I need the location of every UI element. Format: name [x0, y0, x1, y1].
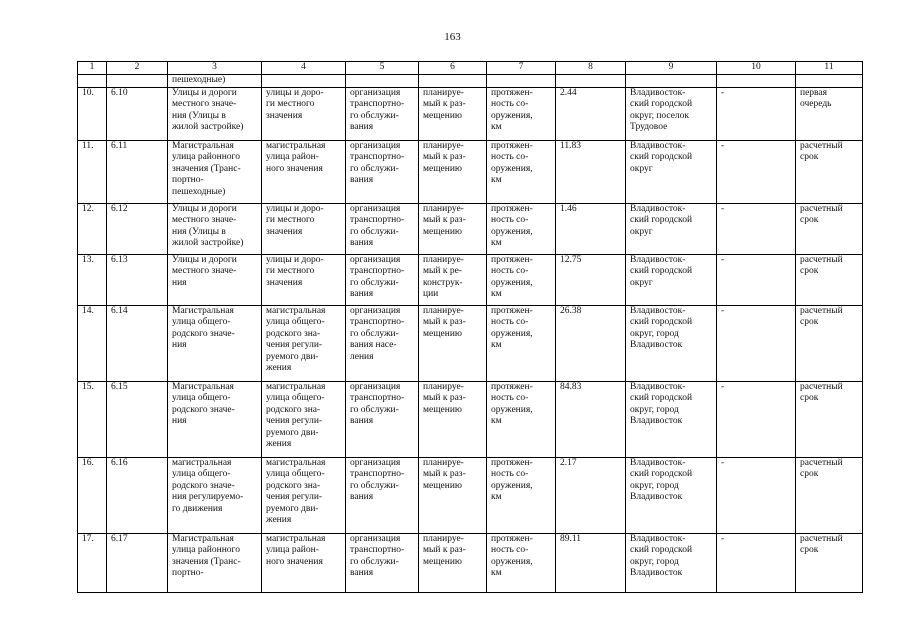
table-cell: Владивосток- ский городской округ, город Владивосток: [626, 457, 717, 533]
table-cell: планируе- мый к раз- мещению: [419, 457, 487, 533]
table-cell: Магистральная улица общего- родского значе- ния: [168, 305, 262, 381]
table-cell: планируе- мый к раз- мещению: [419, 140, 487, 203]
table-cell: 6: [419, 62, 487, 75]
table-cell: планируе- мый к раз- мещению: [419, 381, 487, 457]
table-cell: 2: [107, 62, 168, 75]
table-cell: -: [717, 254, 796, 305]
table-header-row: [78, 62, 863, 75]
table-cell: магистральная улица общего- родского зна- чения регули- руемого дви- жения: [262, 381, 346, 457]
table-cell: 14.: [78, 305, 107, 381]
table-cell: организация транспортно- го обслужи- вания: [346, 533, 419, 592]
table-cell: расчетный срок: [796, 203, 863, 254]
table-cell: 4: [262, 62, 346, 75]
table-cell: протяжен- ность со- оружения, км: [487, 457, 556, 533]
table-cell: 11.83: [556, 140, 626, 203]
table-cell: 8: [556, 62, 626, 75]
table-cell: 6.15: [107, 381, 168, 457]
table-cell: магистральная улица общего- родского значе- ния регулируемо- го движения: [168, 457, 262, 533]
table-cell: 9: [626, 62, 717, 75]
table-cell: планируе- мый к раз- мещению: [419, 533, 487, 592]
table-cell: магистральная улица район- ного значения: [262, 533, 346, 592]
table-cell: 6.16: [107, 457, 168, 533]
table-cell: организация транспортно- го обслужи- вания насе- ления: [346, 305, 419, 381]
table-cell: Магистральная улица общего- родского значе- ния: [168, 381, 262, 457]
table-cell: -: [717, 140, 796, 203]
table-cell: магистральная улица общего- родского зна- чения регули- руемого дви- жения: [262, 457, 346, 533]
table-cell: 6.12: [107, 203, 168, 254]
table-cell: 7: [487, 62, 556, 75]
table-cell: -: [717, 87, 796, 140]
data-table: [77, 61, 863, 593]
table-cell: 12.75: [556, 254, 626, 305]
table-cell: [626, 75, 717, 88]
table-cell: Владивосток- ский городской округ: [626, 140, 717, 203]
table-row: [78, 457, 863, 533]
table-cell: 12.: [78, 203, 107, 254]
table-cell: [487, 75, 556, 88]
table-cell: расчетный срок: [796, 305, 863, 381]
table-cell: 10.: [78, 87, 107, 140]
table-cell: планируе- мый к ре- конструк- ции: [419, 254, 487, 305]
table-cell: 1.46: [556, 203, 626, 254]
table-cell: -: [717, 381, 796, 457]
table-cell: -: [717, 533, 796, 592]
table-cell: протяжен- ность со- оружения, км: [487, 203, 556, 254]
table-cell: Владивосток- ский городской округ, город Владивосток: [626, 533, 717, 592]
table-row: [78, 203, 863, 254]
table-cell: 6.10: [107, 87, 168, 140]
table-cell: Улицы и дороги местного значе- ния (Улицы в жилой застройке): [168, 203, 262, 254]
table-cell: [556, 75, 626, 88]
table-cell: Магистральная улица районного значения (Транс- портно- пешеходные): [168, 140, 262, 203]
table-cell: 3: [168, 62, 262, 75]
table-cell: планируе- мый к раз- мещению: [419, 305, 487, 381]
table-cell: расчетный срок: [796, 533, 863, 592]
table-cell: первая очередь: [796, 87, 863, 140]
table-cell: организация транспортно- го обслужи- вания: [346, 140, 419, 203]
table-cell: [262, 75, 346, 88]
table-cell: Владивосток- ский городской округ: [626, 254, 717, 305]
table-cell: 11.: [78, 140, 107, 203]
table-cell: Владивосток- ский городской округ: [626, 203, 717, 254]
table-cell: 6.17: [107, 533, 168, 592]
table-cell: организация транспортно- го обслужи- вания: [346, 457, 419, 533]
table-continuation-row: [78, 75, 863, 88]
table-row: [78, 533, 863, 592]
table-cell: [107, 75, 168, 88]
table-cell: планируе- мый к раз- мещению: [419, 203, 487, 254]
table-cell: протяжен- ность со- оружения, км: [487, 381, 556, 457]
table-cell: 2.17: [556, 457, 626, 533]
table-cell: -: [717, 305, 796, 381]
table-row: [78, 254, 863, 305]
table-cell: организация транспортно- го обслужи- вания: [346, 203, 419, 254]
table-cell: организация транспортно- го обслужи- вания: [346, 254, 419, 305]
table-cell: Магистральная улица районного значения (Транс- портно-: [168, 533, 262, 592]
table-cell: [78, 75, 107, 88]
table-cell: 11: [796, 62, 863, 75]
table-cell: 2.44: [556, 87, 626, 140]
table-row: [78, 305, 863, 381]
table-cell: Улицы и дороги местного значе- ния: [168, 254, 262, 305]
table-row: [78, 140, 863, 203]
table-cell: пешеходные): [168, 75, 262, 88]
table-cell: 26.38: [556, 305, 626, 381]
table-cell: 1: [78, 62, 107, 75]
table-cell: [717, 75, 796, 88]
table-cell: [419, 75, 487, 88]
table-cell: Владивосток- ский городской округ, город Владивосток: [626, 381, 717, 457]
table-cell: улицы и доро- ги местного значения: [262, 87, 346, 140]
table-cell: [796, 75, 863, 88]
table-cell: 17.: [78, 533, 107, 592]
table-cell: планируе- мый к раз- мещению: [419, 87, 487, 140]
table-cell: [346, 75, 419, 88]
table-cell: 6.11: [107, 140, 168, 203]
table-cell: расчетный срок: [796, 457, 863, 533]
table-cell: 15.: [78, 381, 107, 457]
table-cell: организация транспортно- го обслужи- вания: [346, 87, 419, 140]
table-cell: 89.11: [556, 533, 626, 592]
table-cell: улицы и доро- ги местного значения: [262, 203, 346, 254]
table-cell: 16.: [78, 457, 107, 533]
table-cell: -: [717, 203, 796, 254]
table-cell: 6.14: [107, 305, 168, 381]
table-cell: 84.83: [556, 381, 626, 457]
table-cell: расчетный срок: [796, 254, 863, 305]
table-cell: 10: [717, 62, 796, 75]
table-cell: расчетный срок: [796, 381, 863, 457]
table-cell: магистральная улица район- ного значения: [262, 140, 346, 203]
table-cell: протяжен- ность со- оружения, км: [487, 305, 556, 381]
table-cell: Улицы и дороги местного значе- ния (Улицы в жилой застройке): [168, 87, 262, 140]
table-cell: -: [717, 457, 796, 533]
table-cell: магистральная улица общего- родского зна- чения регули- руемого дви- жения: [262, 305, 346, 381]
table-cell: протяжен- ность со- оружения, км: [487, 87, 556, 140]
table-row: [78, 381, 863, 457]
table-cell: 5: [346, 62, 419, 75]
table-cell: улицы и доро- ги местного значения: [262, 254, 346, 305]
table-cell: расчетный срок: [796, 140, 863, 203]
table-cell: протяжен- ность со- оружения, км: [487, 140, 556, 203]
table-cell: Владивосток- ский городской округ, город Владивосток: [626, 305, 717, 381]
table-cell: 6.13: [107, 254, 168, 305]
table-cell: протяжен- ность со- оружения, км: [487, 254, 556, 305]
table-cell: организация транспортно- го обслужи- вания: [346, 381, 419, 457]
table-cell: Владивосток- ский городской округ, поселок Трудовое: [626, 87, 717, 140]
table-cell: 13.: [78, 254, 107, 305]
table-cell: протяжен- ность со- оружения, км: [487, 533, 556, 592]
table-row: [78, 87, 863, 140]
page-number: 163: [444, 31, 461, 43]
